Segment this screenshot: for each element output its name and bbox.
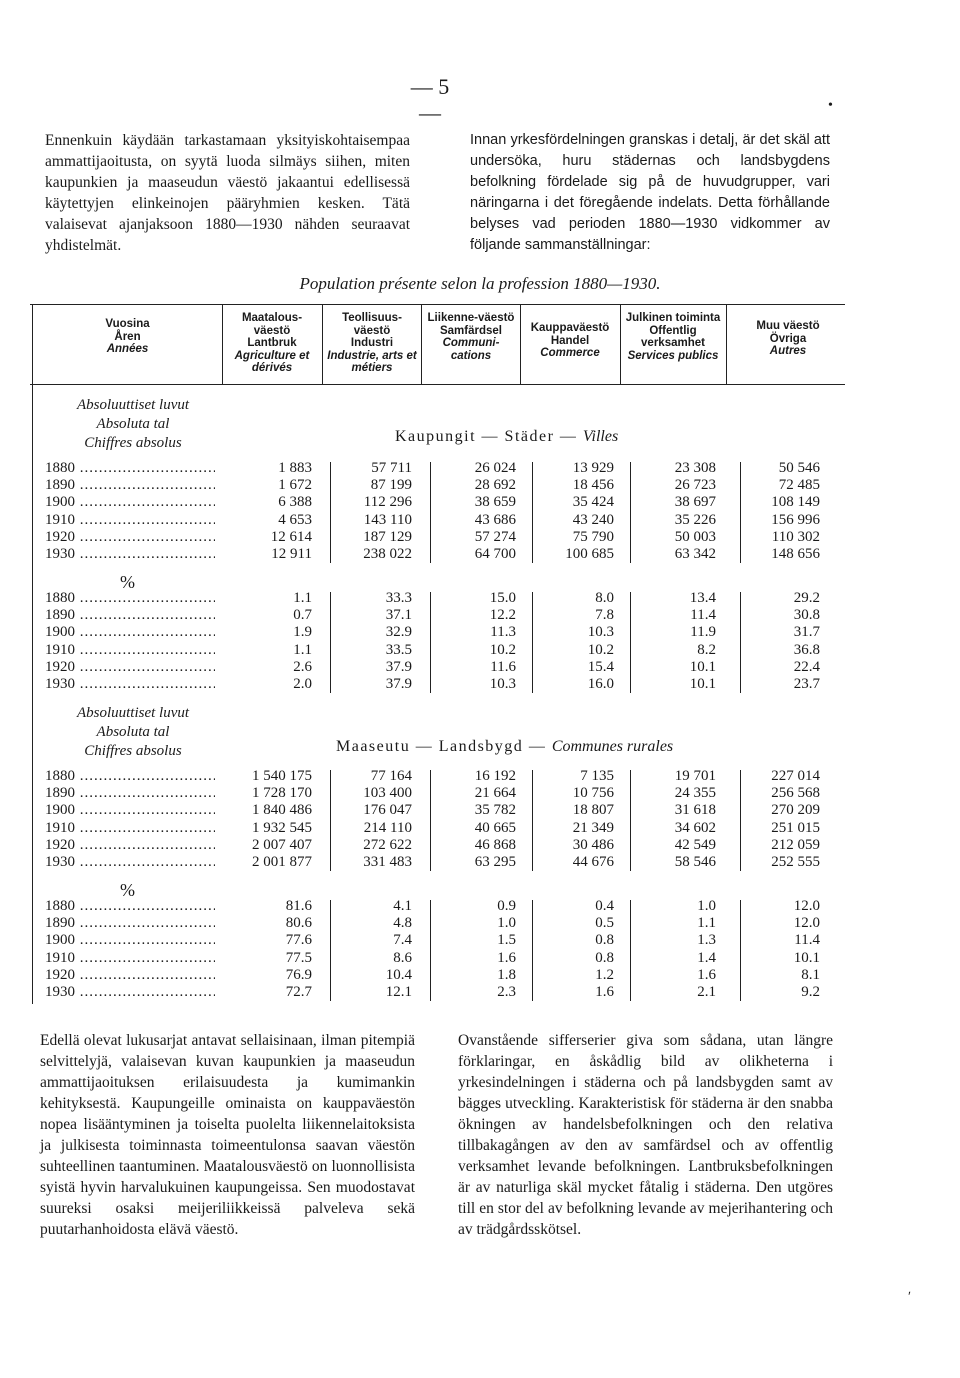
column-rule	[630, 462, 631, 563]
table-cell: 2.1	[697, 984, 716, 1000]
table-cell: 1.4	[697, 949, 716, 966]
table-cell: 2.3	[497, 984, 516, 1000]
table-cell: 81.6	[285, 898, 312, 914]
table-cell: 10.2	[587, 641, 614, 658]
table-cell: 18 456	[572, 477, 614, 494]
table-cell: 1 932 545	[252, 819, 312, 836]
table-cell: 4.1	[393, 898, 412, 914]
year-label: 1920 .....	[45, 837, 215, 854]
table-cell: 28 692	[474, 477, 516, 494]
year-label: 1920 .....	[45, 659, 215, 676]
table-cell: 33.5	[385, 641, 412, 658]
rural-percent-symbol: %	[120, 880, 135, 900]
column-rule	[630, 770, 631, 871]
table-cell: 16.0	[587, 676, 614, 692]
year-label: 1930 .....	[45, 546, 215, 563]
stray-mark: •	[828, 98, 833, 113]
table-cell: 13 929	[572, 460, 614, 476]
header-others: Muu väestö Övriga Autres	[756, 320, 820, 357]
col-divider-3	[421, 304, 422, 384]
outro-swedish: Ovanstående sifferserier giva som sådana, utan längre förklaringar, en åskådlig bild av olikheterna i yrkesindelningen i städerna och på landsbygden samt av bägges utveckling. Karakteristisk för städerna är den snabba ökningen av handelsbefolkningen och den relativa tillbakagången av den av samfärdsel och av offentlig verksamhet levande befolkningen. Lantbruksbefolkningen är av naturliga skäl mycket fåtalig i städerna. Den utgöres till en stor del av befolkning levande av mejerihantering och av trädgårdsskötsel.	[458, 1032, 833, 1238]
column-rule	[330, 462, 331, 563]
intro-swedish: Innan yrkesfördelningen granskas i detalj, är det skäl att undersöka, huru städernas och landsbygdens befolkning fördelade sig på de huvudgrupper, vari näringarna i det föregående indelats. Detta förhållande belyses vad perioden 1880—1930 vidkommer av följande sammanställningar:	[470, 132, 830, 253]
table-cell: 0.5	[595, 915, 614, 932]
column-rule	[430, 770, 431, 871]
column-rule	[430, 462, 431, 563]
column-rule	[740, 900, 741, 1001]
table-cell: 24 355	[674, 785, 716, 802]
year-label: 1910 .....	[45, 820, 215, 837]
year-label: 1880 .....	[45, 590, 215, 607]
table-cell: 40 665	[474, 819, 516, 836]
table-cell: 12.1	[385, 984, 412, 1000]
year-label: 1910 .....	[45, 512, 215, 529]
column-rule	[630, 900, 631, 1001]
table-cell: 103 400	[363, 785, 412, 802]
table-cell: 214 110	[363, 819, 412, 836]
table-cell: 10.1	[689, 676, 716, 692]
year-label: 1910 .....	[45, 642, 215, 659]
towns-band-title: Kaupungit — Städer — Villes	[395, 428, 619, 445]
column-rule	[740, 462, 741, 563]
table-cell: 23.7	[793, 676, 820, 692]
table-top-rule	[30, 304, 845, 305]
year-label: 1880 .....	[45, 898, 215, 915]
table-cell: 31.7	[793, 624, 820, 641]
table-cell: 10.2	[489, 641, 516, 658]
table-cell: 38 659	[474, 494, 516, 511]
table-cell: 108 149	[771, 494, 820, 511]
year-label: 1930 .....	[45, 984, 215, 1001]
table-cell: 87 199	[370, 477, 412, 494]
col-divider-6	[726, 304, 727, 384]
table-cell: 38 697	[674, 494, 716, 511]
table-cell: 2 007 407	[252, 836, 312, 853]
table-cell: 227 014	[771, 768, 820, 784]
year-label: 1880 .....	[45, 460, 215, 477]
table-cell: 26 723	[674, 477, 716, 494]
table-cell: 72 485	[778, 477, 820, 494]
table-cell: 252 555	[771, 854, 820, 870]
table-cell: 35 226	[674, 511, 716, 528]
column-rule	[532, 592, 533, 693]
table-cell: 37.1	[385, 607, 412, 624]
year-label: 1920 .....	[45, 529, 215, 546]
table-cell: 18 807	[572, 802, 614, 819]
stray-mark: ʹ	[908, 1290, 912, 1305]
table-cell: 11.4	[690, 607, 716, 624]
table-cell: 11.4	[794, 932, 820, 949]
table-cell: 176 047	[363, 802, 412, 819]
table-cell: 7.4	[393, 932, 412, 949]
table-cell: 30.8	[793, 607, 820, 624]
header-public-services: Julkinen toiminta Offentlig verksamhet Services publics	[625, 312, 721, 362]
table-cell: 12 911	[271, 546, 312, 562]
table-cell: 1.0	[497, 915, 516, 932]
table-cell: 44 676	[572, 854, 614, 870]
table-cell: 57 711	[371, 460, 412, 476]
table-cell: 2.6	[293, 658, 312, 675]
table-cell: 1 883	[278, 460, 312, 476]
table-cell: 9.2	[801, 984, 820, 1000]
table-cell: 15.0	[489, 590, 516, 606]
page-number: — 5 —	[410, 74, 450, 125]
table-cell: 76.9	[285, 966, 312, 983]
table-cell: 31 618	[674, 802, 716, 819]
table-cell: 212 059	[771, 836, 820, 853]
column-rule	[430, 592, 431, 693]
table-cell: 43 686	[474, 511, 516, 528]
table-cell: 1.2	[595, 966, 614, 983]
table-cell: 12.0	[793, 915, 820, 932]
table-cell: 35 782	[474, 802, 516, 819]
table-cell: 4 653	[278, 511, 312, 528]
table-cell: 1.0	[697, 898, 716, 914]
col-divider-1	[222, 304, 223, 384]
column-rule	[532, 900, 533, 1001]
towns-percent-symbol: %	[120, 572, 135, 592]
column-rule	[532, 462, 533, 563]
table-cell: 1.6	[497, 949, 516, 966]
table-cell: 30 486	[572, 836, 614, 853]
column-rule	[740, 592, 741, 693]
table-cell: 72.7	[285, 984, 312, 1000]
table-cell: 1.1	[293, 590, 312, 606]
table-cell: 23 308	[674, 460, 716, 476]
header-commerce: Kauppaväestö Handel Commerce	[530, 322, 610, 359]
year-label: 1880 .....	[45, 768, 215, 785]
table-cell: 11.3	[490, 624, 516, 641]
table-cell: 8.6	[393, 949, 412, 966]
intro-finnish: Ennenkuin käydään tarkastamaan yksityiskohtaisempaa ammattijaoitusta, on syytä luoda silmäys siihen, miten kaupunkien ja maaseudun väestö jakaantui edellisessä käytettyjen elinkeinojen pääryhmien kesken. Tätä valaisevat ajanjaksoon 1880—1930 nähden seuraavat yhdistelmät.	[45, 132, 410, 254]
table-cell: 77.5	[285, 949, 312, 966]
table-cell: 270 209	[771, 802, 820, 819]
table-cell: 63 295	[474, 854, 516, 870]
table-cell: 143 110	[363, 511, 412, 528]
table-cell: 36.8	[793, 641, 820, 658]
table-cell: 1.5	[497, 932, 516, 949]
table-cell: 75 790	[572, 528, 614, 545]
header-years: Vuosina Åren Années	[105, 318, 150, 355]
table-cell: 29.2	[793, 590, 820, 606]
table-cell: 1.3	[697, 932, 716, 949]
year-label: 1930 .....	[45, 676, 215, 693]
table-cell: 1.6	[595, 984, 614, 1000]
column-rule	[330, 592, 331, 693]
table-cell: 58 546	[674, 854, 716, 870]
table-cell: 10 756	[572, 785, 614, 802]
table-cell: 11.9	[690, 624, 716, 641]
column-rule	[630, 592, 631, 693]
table-cell: 8.0	[595, 590, 614, 606]
table-cell: 46 868	[474, 836, 516, 853]
column-rule	[740, 770, 741, 871]
year-label: 1900 .....	[45, 624, 215, 641]
column-rule	[330, 770, 331, 871]
table-cell: 15.4	[587, 658, 614, 675]
table-cell: 272 622	[363, 836, 412, 853]
table-cell: 0.8	[595, 932, 614, 949]
table-cell: 43 240	[572, 511, 614, 528]
table-cell: 22.4	[793, 658, 820, 675]
table-cell: 1.6	[697, 966, 716, 983]
table-cell: 63 342	[674, 546, 716, 562]
table-cell: 35 424	[572, 494, 614, 511]
table-cell: 2.0	[293, 676, 312, 692]
table-cell: 26 024	[474, 460, 516, 476]
outro-finnish: Edellä olevat lukusarjat antavat sellaisinaan, ilman pitempiä selvittelyjä, valaisevan kuvan kaupunkien ja maaseudun ammattijaoituksen erilaisuudesta ja kumimankin kehityksestä. Kaupungeille ominaista on kauppaväestön nopea lisääntyminen ja toiselta puolelta liikennelaitoksista ja julkisesta toiminnasta toimeentulonsa saavan väestön suhteellinen taantuminen. Maatalousväestö on luonnollisista syistä hyvin harvalukuinen kaupungeissa. Sen muodostavat suureksi osaksi meijeriliikkeissä palveleva sekä puutarhanhoidosta elävä väestö.	[40, 1032, 415, 1238]
column-rule	[430, 900, 431, 1001]
table-cell: 110 302	[771, 528, 820, 545]
column-rule	[330, 900, 331, 1001]
header-industry: Teollisuus-väestö Industri Industrie, arts et métiers	[327, 312, 417, 374]
table-cell: 77.6	[285, 932, 312, 949]
col-divider-5	[620, 304, 621, 384]
table-cell: 1.1	[293, 641, 312, 658]
table-cell: 2 001 877	[252, 854, 312, 870]
table-cell: 4.8	[393, 915, 412, 932]
table-cell: 10.1	[793, 949, 820, 966]
table-cell: 8.1	[801, 966, 820, 983]
header-agriculture: Maatalous-väestö Lantbruk Agriculture et dérivés	[234, 312, 310, 374]
rural-band-title: Maaseutu — Landsbygd — Communes rurales	[336, 738, 674, 755]
year-label: 1900 .....	[45, 494, 215, 511]
table-cell: 331 483	[363, 854, 412, 870]
table-cell: 34 602	[674, 819, 716, 836]
rural-section-label: Absoluuttiset luvut Absoluta tal Chiffres absolus	[76, 705, 190, 759]
table-cell: 187 129	[363, 528, 412, 545]
table-cell: 37.9	[385, 658, 412, 675]
table-cell: 0.9	[497, 898, 516, 914]
table-cell: 21 349	[572, 819, 614, 836]
table-cell: 256 568	[771, 785, 820, 802]
table-cell: 1 728 170	[252, 785, 312, 802]
table-cell: 10.4	[385, 966, 412, 983]
table-cell: 0.7	[293, 607, 312, 624]
table-cell: 156 996	[771, 511, 820, 528]
year-label: 1890 .....	[45, 607, 215, 624]
towns-section-label: Absoluuttiset luvut Absoluta tal Chiffres absolus	[76, 397, 190, 451]
table-cell: 16 192	[474, 768, 516, 784]
table-cell: 50 546	[778, 460, 820, 476]
table-cell: 64 700	[474, 546, 516, 562]
table-cell: 10.1	[689, 658, 716, 675]
table-cell: 19 701	[674, 768, 716, 784]
col-divider-4	[520, 304, 521, 384]
year-label: 1920 .....	[45, 967, 215, 984]
table-cell: 12.0	[793, 898, 820, 914]
year-label: 1900 .....	[45, 802, 215, 819]
table-cell: 42 549	[674, 836, 716, 853]
table-cell: 1.9	[293, 624, 312, 641]
table-cell: 57 274	[474, 528, 516, 545]
table-title: Population présente selon la profession 1880—1930.	[299, 274, 661, 293]
table-cell: 80.6	[285, 915, 312, 932]
year-label: 1890 .....	[45, 915, 215, 932]
table-cell: 8.2	[697, 641, 716, 658]
table-cell: 238 022	[363, 546, 412, 562]
table-cell: 50 003	[674, 528, 716, 545]
header-communications: Liikenne-väestö Samfärdsel Communi-cations	[427, 312, 515, 362]
year-label: 1900 .....	[45, 932, 215, 949]
table-cell: 37.9	[385, 676, 412, 692]
table-cell: 32.9	[385, 624, 412, 641]
table-cell: 1.8	[497, 966, 516, 983]
table-cell: 12 614	[270, 528, 312, 545]
year-label: 1890 .....	[45, 785, 215, 802]
table-cell: 1.1	[697, 915, 716, 932]
table-cell: 13.4	[689, 590, 716, 606]
table-left-border	[32, 304, 33, 1004]
table-cell: 12.2	[489, 607, 516, 624]
table-cell: 251 015	[771, 819, 820, 836]
table-cell: 6 388	[278, 494, 312, 511]
table-cell: 1 540 175	[252, 768, 312, 784]
year-label: 1890 .....	[45, 477, 215, 494]
table-cell: 1 840 486	[252, 802, 312, 819]
table-cell: 10.3	[587, 624, 614, 641]
table-header-rule	[30, 384, 845, 385]
table-cell: 148 656	[771, 546, 820, 562]
table-cell: 100 685	[565, 546, 614, 562]
table-cell: 7 135	[580, 768, 614, 784]
table-cell: 0.4	[595, 898, 614, 914]
year-label: 1930 .....	[45, 854, 215, 871]
table-cell: 10.3	[489, 676, 516, 692]
table-cell: 112 296	[363, 494, 412, 511]
year-label: 1910 .....	[45, 950, 215, 967]
table-cell: 1 672	[278, 477, 312, 494]
table-cell: 21 664	[474, 785, 516, 802]
col-divider-2	[322, 304, 323, 384]
table-cell: 77 164	[370, 768, 412, 784]
column-rule	[532, 770, 533, 871]
table-cell: 33.3	[385, 590, 412, 606]
table-cell: 7.8	[595, 607, 614, 624]
table-cell: 11.6	[490, 658, 516, 675]
table-cell: 0.8	[595, 949, 614, 966]
